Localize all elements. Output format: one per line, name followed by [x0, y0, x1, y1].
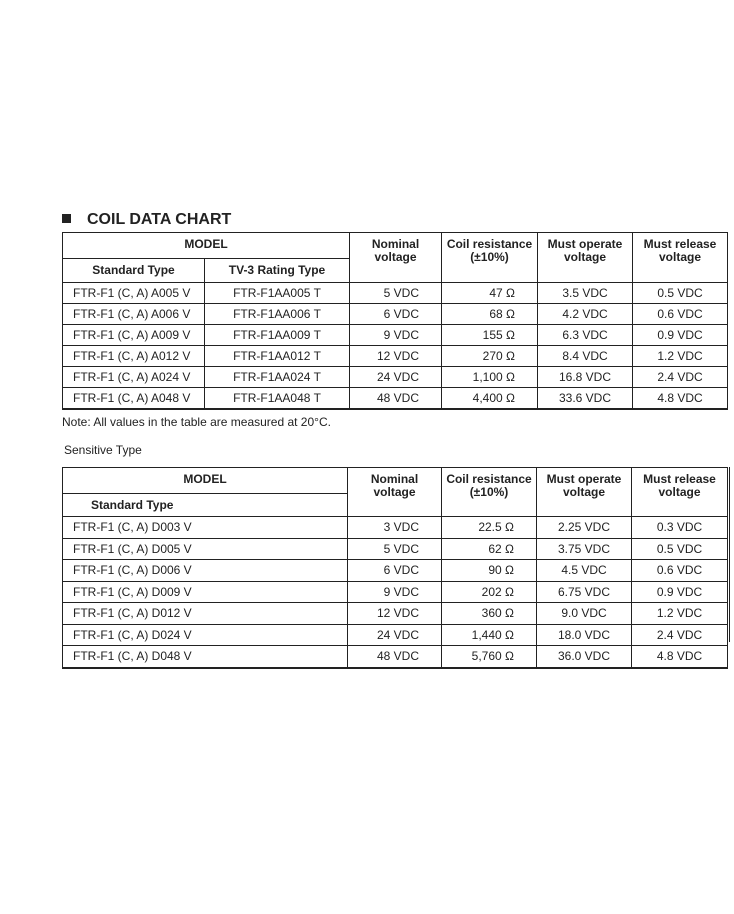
table-cell: FTR-F1 (C, A) D003 V	[63, 517, 348, 539]
table-cell: 12 VDC	[348, 603, 442, 625]
table-cell: FTR-F1 (C, A) A024 V	[63, 367, 205, 388]
table-cell: 2.4 VDC	[633, 367, 728, 388]
table-row	[63, 304, 728, 325]
table-cell: 5,760 Ω	[442, 646, 537, 668]
table-cell: 0.9 VDC	[633, 325, 728, 346]
table-cell: 6 VDC	[348, 560, 442, 582]
table-cell: 36.0 VDC	[537, 646, 632, 668]
table-cell: FTR-F1AA048 T	[205, 388, 350, 410]
table-cell: 6.3 VDC	[538, 325, 633, 346]
header-operate: Must operate voltage	[537, 468, 632, 517]
table-cell: 8.4 VDC	[538, 346, 633, 367]
header-release: Must release voltage	[632, 468, 728, 517]
table-cell: 9 VDC	[350, 325, 442, 346]
sensitive-coil-data-table	[62, 467, 728, 669]
table-cell: 0.5 VDC	[632, 538, 728, 560]
table-row	[63, 560, 728, 582]
table-cell: 1,100 Ω	[442, 367, 538, 388]
table-cell: FTR-F1AA012 T	[205, 346, 350, 367]
table-row	[63, 581, 728, 603]
table-row	[63, 646, 728, 668]
table-cell: 6 VDC	[350, 304, 442, 325]
table-edge-line	[729, 467, 730, 642]
header-tv3: TV-3 Rating Type	[205, 259, 350, 283]
table-cell: 2.4 VDC	[632, 624, 728, 646]
table-cell: 5 VDC	[350, 283, 442, 304]
table-cell: 68 Ω	[442, 304, 538, 325]
coil-data-table	[62, 232, 728, 410]
table-cell: 3 VDC	[348, 517, 442, 539]
table-cell: 24 VDC	[348, 624, 442, 646]
table-row	[63, 283, 728, 304]
header-resistance: Coil resistance (±10%)	[442, 468, 537, 517]
table-cell: FTR-F1 (C, A) D012 V	[63, 603, 348, 625]
table-cell: 0.6 VDC	[633, 304, 728, 325]
header-nominal: Nominal voltage	[350, 233, 442, 283]
table-cell: 0.6 VDC	[632, 560, 728, 582]
header-model: MODEL	[63, 233, 350, 259]
header-nominal: Nominal voltage	[348, 468, 442, 517]
table-row	[63, 603, 728, 625]
table-cell: FTR-F1 (C, A) D048 V	[63, 646, 348, 668]
table-cell: 4.2 VDC	[538, 304, 633, 325]
header-resistance: Coil resistance (±10%)	[442, 233, 538, 283]
table-cell: 9 VDC	[348, 581, 442, 603]
note: Note: All values in the table are measured at 20°C.	[62, 415, 331, 429]
table-row	[63, 517, 728, 539]
table-row	[63, 367, 728, 388]
bullet-square-icon	[62, 214, 71, 223]
table-cell: FTR-F1AA024 T	[205, 367, 350, 388]
table-cell: 155 Ω	[442, 325, 538, 346]
section-title	[62, 211, 231, 229]
table-cell: 1.2 VDC	[633, 346, 728, 367]
header-operate: Must operate voltage	[538, 233, 633, 283]
table-cell: 360 Ω	[442, 603, 537, 625]
table-cell: 90 Ω	[442, 560, 537, 582]
table-cell: FTR-F1AA009 T	[205, 325, 350, 346]
table-cell: 5 VDC	[348, 538, 442, 560]
table-row	[63, 325, 728, 346]
table-cell: 4.8 VDC	[632, 646, 728, 668]
table-cell: 202 Ω	[442, 581, 537, 603]
table-cell: 24 VDC	[350, 367, 442, 388]
table-cell: 33.6 VDC	[538, 388, 633, 410]
table-cell: 0.3 VDC	[632, 517, 728, 539]
header-release: Must release voltage	[633, 233, 728, 283]
table-cell: 1.2 VDC	[632, 603, 728, 625]
table-cell: FTR-F1AA005 T	[205, 283, 350, 304]
table-row	[63, 388, 728, 410]
table-cell: 2.25 VDC	[537, 517, 632, 539]
section-title-text: COIL DATA CHART	[87, 211, 232, 228]
header-standard: Standard Type	[63, 494, 348, 517]
table-cell: FTR-F1 (C, A) A009 V	[63, 325, 205, 346]
table-cell: FTR-F1AA006 T	[205, 304, 350, 325]
table-cell: 48 VDC	[348, 646, 442, 668]
table-cell: 12 VDC	[350, 346, 442, 367]
table-cell: 4.8 VDC	[633, 388, 728, 410]
table-row	[63, 346, 728, 367]
table-cell: 48 VDC	[350, 388, 442, 410]
table-cell: 270 Ω	[442, 346, 538, 367]
table-cell: FTR-F1 (C, A) A012 V	[63, 346, 205, 367]
table-cell: 16.8 VDC	[538, 367, 633, 388]
table-row	[63, 624, 728, 646]
table-row	[63, 538, 728, 560]
table-cell: 6.75 VDC	[537, 581, 632, 603]
table-cell: FTR-F1 (C, A) A048 V	[63, 388, 205, 410]
table-cell: 1,440 Ω	[442, 624, 537, 646]
table-cell: FTR-F1 (C, A) D005 V	[63, 538, 348, 560]
table-cell: 62 Ω	[442, 538, 537, 560]
table-cell: 4.5 VDC	[537, 560, 632, 582]
table-cell: 4,400 Ω	[442, 388, 538, 410]
table-cell: FTR-F1 (C, A) A006 V	[63, 304, 205, 325]
header-model: MODEL	[63, 468, 348, 494]
table-cell: FTR-F1 (C, A) D009 V	[63, 581, 348, 603]
sensitive-type-label: Sensitive Type	[64, 443, 142, 457]
table-cell: 0.5 VDC	[633, 283, 728, 304]
table-cell: FTR-F1 (C, A) D024 V	[63, 624, 348, 646]
table-cell: 22.5 Ω	[442, 517, 537, 539]
table-cell: 9.0 VDC	[537, 603, 632, 625]
table-cell: FTR-F1 (C, A) D006 V	[63, 560, 348, 582]
table-cell: FTR-F1 (C, A) A005 V	[63, 283, 205, 304]
header-standard: Standard Type	[63, 259, 205, 283]
table-cell: 3.75 VDC	[537, 538, 632, 560]
table-cell: 47 Ω	[442, 283, 538, 304]
table-cell: 18.0 VDC	[537, 624, 632, 646]
table-cell: 0.9 VDC	[632, 581, 728, 603]
table-cell: 3.5 VDC	[538, 283, 633, 304]
